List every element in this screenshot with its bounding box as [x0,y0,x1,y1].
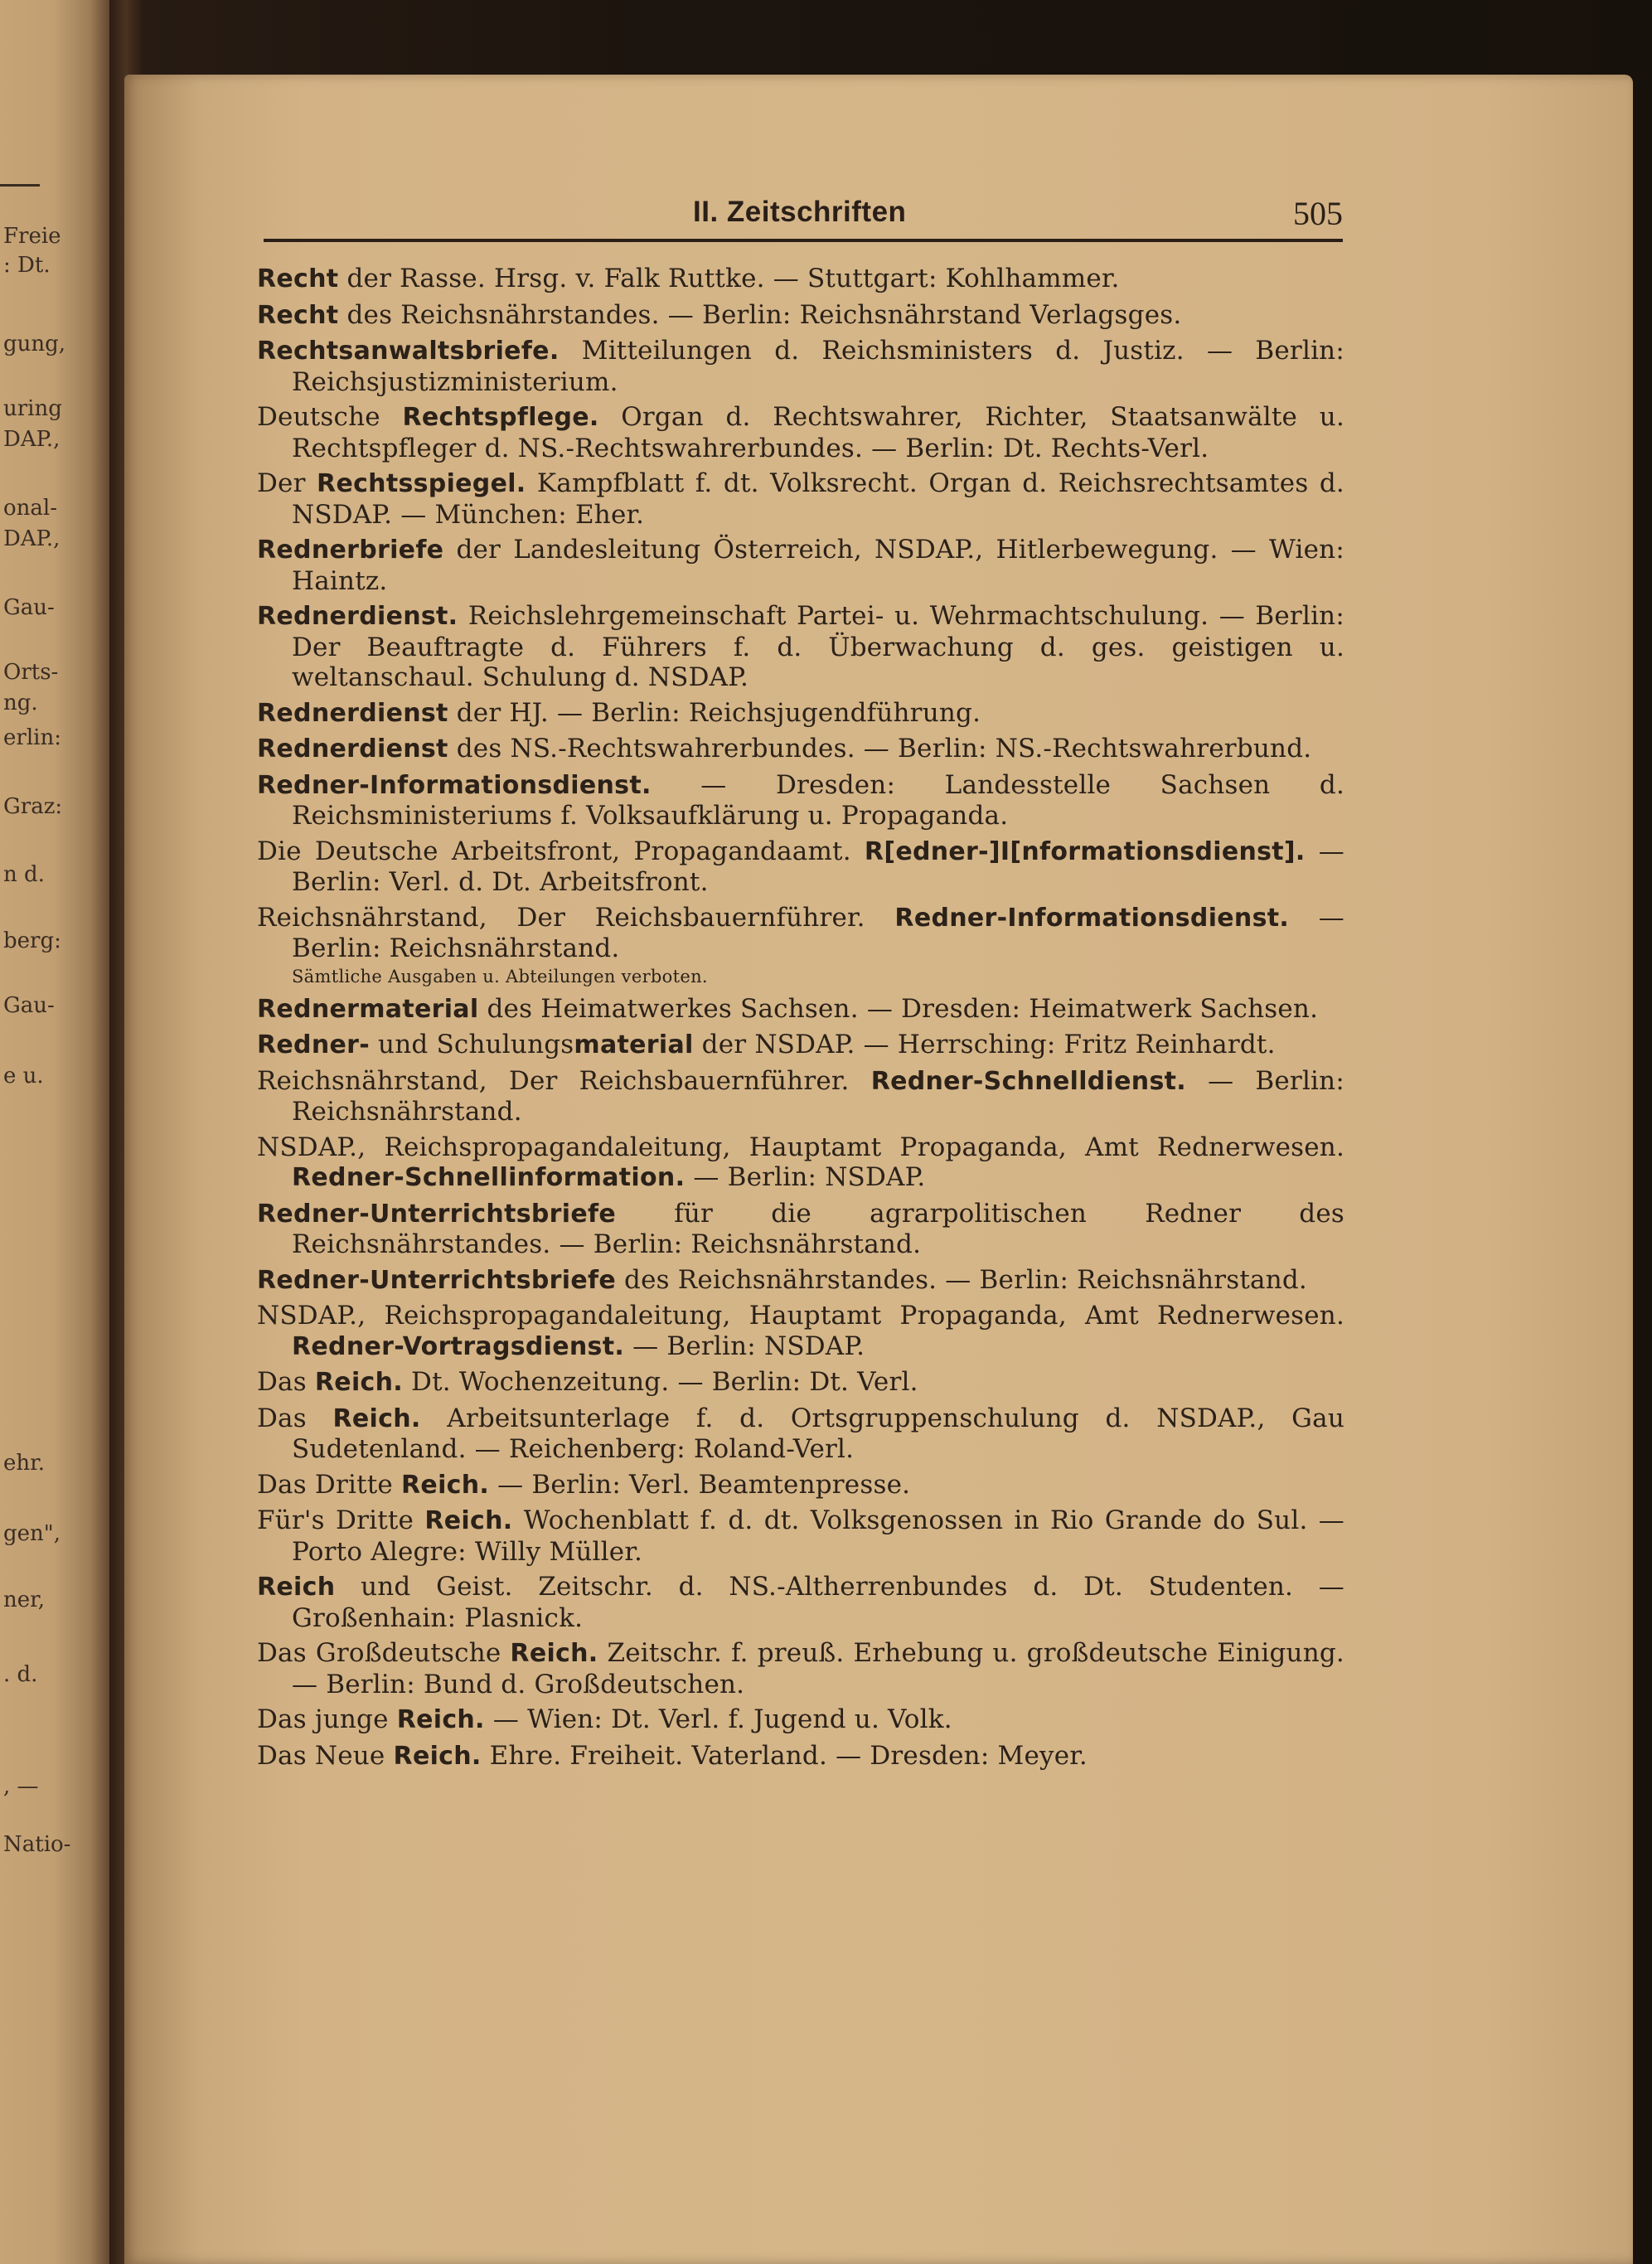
entry-text: — Berlin: Verl. Beamtenpresse. [489,1469,911,1500]
entry-text: — Berlin: Reichsnährstand. [292,1065,1344,1127]
entry-title: Redner-Unterrichtsbriefe [257,1265,616,1295]
bibliography-entry [257,264,1344,295]
facing-page-edge [0,0,112,2264]
facing-page-fragment: : Dt. [3,253,51,278]
entry-title: Reich. [396,1705,485,1734]
facing-page-fragment: erlin: [3,725,61,750]
entry-text: der Landesleitung Österreich, NSDAP., Hitlerbewegung. — Wien: Haintz. [292,535,1344,596]
entry-title: Redner- [257,1030,370,1059]
entry-title: Rechtsspiegel. [317,469,526,498]
entry-prefix-text: NSDAP., Reichspropagandaleitung, Hauptamt Propaganda, Amt Rednerwesen. [257,1301,1344,1331]
bibliography-entry [257,698,1344,730]
header-rule [264,239,1343,242]
entry-note: Sämtliche Ausgaben u. Abteilungen verboten. [292,966,708,987]
facing-page-fragment: ehr. [3,1451,45,1476]
bibliography-entry [257,535,1344,596]
entry-text: und Geist. Zeitschr. d. NS.-Altherrenbundes d. Dt. Studenten. — Großenhain: Plasnick. [292,1572,1344,1633]
entry-prefix-text: Reichsnährstand, Der Reichsbauernführer. [257,1065,871,1096]
entry-title: Redner-Unterrichtsbriefe [257,1199,616,1229]
entry-title: Rechtspflege. [402,403,599,432]
entry-text-continuation: der NSDAP. — Herrsching: Fritz Reinhardt. [693,1030,1276,1059]
entry-title: Rednerbriefe [257,536,444,565]
entry-prefix-text: Reichsnährstand, Der Reichsbauernführer. [257,902,895,933]
entry-text: — Berlin: NSDAP. [624,1331,865,1361]
bibliography-entry [257,300,1344,332]
bibliography-entry [257,994,1344,1025]
entry-title: Rednermaterial [257,994,479,1024]
bibliography-entry [257,1704,1344,1736]
facing-page-fragment: gung, [3,332,66,356]
entry-title: Rednerdienst [257,698,448,728]
facing-page-fragment: ner, [3,1588,45,1612]
facing-page-rule [0,184,40,187]
entry-prefix-text: NSDAP., Reichspropagandaleitung, Hauptamt Propaganda, Amt Rednerwesen. [257,1132,1344,1162]
entry-title: Reich. [393,1741,482,1771]
entry-title: Redner-Schnelldienst. [870,1066,1186,1096]
entry-prefix-text: Deutsche [257,402,403,432]
entry-title: Redner-Vortragsdienst. [292,1331,625,1361]
entry-text: Organ d. Rechtswahrer, Richter, Staatsanwälte u. Rechtspfleger d. NS.-Rechtswahrerbundes. — Berlin: Dt. Rechts-Verl. [292,402,1344,463]
facing-page-fragment: DAP., [3,427,61,452]
entry-title: Recht [257,264,339,293]
bibliography-entry [257,1638,1344,1699]
facing-page-fragment: n d. [3,862,45,887]
entry-title: Reich. [314,1368,403,1397]
entry-title: Rednerdienst [257,734,448,764]
bibliography-list [257,264,1344,1777]
bibliography-entry [257,601,1344,693]
entry-text: Dt. Wochenzeitung. — Berlin: Dt. Verl. [402,1367,918,1397]
entry-title: Redner-Informationsdienst. [257,770,652,800]
entry-title: Reich. [332,1403,421,1433]
entry-text: Arbeitsunterlage f. d. Ortsgruppenschulung d. NSDAP., Gau Sudetenland. — Reichenberg: Roland-Verl. [292,1403,1344,1464]
entry-text: des Reichsnährstandes. — Berlin: Reichsnährstand Verlagsges. [338,299,1182,330]
facing-page-fragment: onal- [3,496,57,521]
facing-page-fragment: Freie [3,224,61,249]
entry-text: Reichslehrgemeinschaft Partei- u. Wehrmachtschulung. — Berlin: Der Beauftragte d. Führers f. d. Überwachung d. ges. geistigen u. weltanschaul. Schulung d. NSDAP. [292,601,1344,692]
facing-page-fragment: berg: [3,928,61,953]
bibliography-entry [257,1199,1344,1260]
facing-page-fragment: . d. [3,1662,38,1687]
entry-text: Mitteilungen d. Reichsministers d. Justiz. — Berlin: Reichsjustizministerium. [292,336,1344,397]
entry-text: Zeitschr. f. preuß. Erhebung u. großdeutsche Einigung. — Berlin: Bund d. Großdeutschen. [292,1638,1344,1699]
bibliography-entry [257,1403,1344,1465]
entry-prefix-text: Der [257,468,317,498]
entry-title: Recht [257,300,339,330]
entry-title: Reich. [424,1506,513,1535]
section-title: II. Zeitschriften [693,196,907,228]
entry-title: Redner-Schnellinformation. [292,1163,686,1192]
entry-text: der HJ. — Berlin: Reichsjugendführung. [448,697,981,728]
entry-prefix-text: Das junge [257,1704,397,1734]
entry-text: und Schulungs [369,1030,574,1059]
entry-title: Redner-Informationsdienst. [894,903,1290,933]
facing-page-fragment: gen", [3,1521,61,1546]
entry-text: des NS.-Rechtswahrerbundes. — Berlin: NS.-Rechtswahrerbund. [448,734,1312,764]
facing-page-fragment: , — [3,1774,39,1799]
entry-prefix-text: Das Großdeutsche [257,1638,511,1668]
entry-title: R[edner-]I[nformationsdienst]. [864,836,1306,866]
entry-title-continuation: material [574,1030,694,1059]
entry-title: Reich. [510,1639,598,1668]
entry-text: der Rasse. Hrsg. v. Falk Ruttke. — Stuttgart: Kohlhammer. [338,264,1120,293]
entry-text: Kampfblatt f. dt. Volksrecht. Organ d. Reichsrechtsamtes d. NSDAP. — München: Eher. [292,468,1344,530]
bibliography-entry [257,1265,1344,1297]
entry-title: Rechtsanwaltsbriefe. [257,337,560,366]
entry-text: für die agrarpolitischen Redner des Reichsnährstandes. — Berlin: Reichsnährstand. [292,1198,1344,1259]
running-header [264,192,1343,242]
entry-text: — Berlin: Verl. d. Dt. Arbeitsfront. [292,836,1344,897]
bibliography-entry [257,1741,1344,1772]
bibliography-entry [257,402,1344,463]
entry-text: — Berlin: NSDAP. [685,1162,926,1192]
entry-text: des Reichsnährstandes. — Berlin: Reichsnährstand. [616,1264,1307,1295]
bibliography-entry [257,1030,1344,1061]
entry-text: Wochenblatt f. d. dt. Volksgenossen in Rio Grande do Sul. — Porto Alegre: Willy Müller. [292,1505,1344,1567]
bibliography-entry [257,1066,1344,1127]
entry-title: Reich [257,1573,336,1602]
facing-page-fragment: Gau- [3,993,55,1018]
bibliography-entry [257,336,1344,397]
entry-prefix-text: Die Deutsche Arbeitsfront, Propagandaamt. [257,836,865,866]
entry-prefix-text: Das [257,1403,333,1433]
entry-prefix-text: Das Neue [257,1740,394,1771]
facing-page-fragment: Gau- [3,595,55,620]
facing-page-fragment: uring [3,396,62,421]
facing-page-fragment: Natio- [3,1832,71,1857]
page-number: 505 [1293,195,1343,232]
bibliography-entry [257,1572,1344,1633]
facing-page-fragment: ng. [3,691,38,715]
bibliography-entry [257,468,1344,530]
bibliography-entry [257,1367,1344,1399]
bibliography-entry [257,1470,1344,1501]
facing-page-fragment: e u. [3,1064,44,1088]
entry-prefix-text: Das Dritte [257,1469,402,1500]
entry-prefix-text: Für's Dritte [257,1505,425,1535]
entry-text: — Wien: Dt. Verl. f. Jugend u. Volk. [484,1704,952,1734]
bibliography-entry [257,903,1344,989]
facing-page-fragment: Orts- [3,660,59,685]
entry-title: Reich. [401,1470,490,1500]
entry-text: — Berlin: Reichsnährstand. [292,902,1344,963]
bibliography-entry [257,1505,1344,1567]
bibliography-entry [257,1132,1344,1194]
entry-prefix-text: Das [257,1367,315,1397]
bibliography-entry [257,1301,1344,1362]
entry-text: Ehre. Freiheit. Vaterland. — Dresden: Meyer. [481,1740,1088,1771]
bibliography-entry [257,770,1344,831]
entry-text: — Dresden: Landesstelle Sachsen d. Reichsministeriums f. Volksaufklärung u. Propaganda. [292,769,1344,831]
bibliography-entry [257,734,1344,765]
bibliography-entry [257,836,1344,898]
entry-text: des Heimatwerkes Sachsen. — Dresden: Heimatwerk Sachsen. [478,993,1319,1024]
facing-page-fragment: Graz: [3,794,63,819]
facing-page-fragment: DAP., [3,526,61,551]
entry-title: Rednerdienst. [257,602,458,631]
